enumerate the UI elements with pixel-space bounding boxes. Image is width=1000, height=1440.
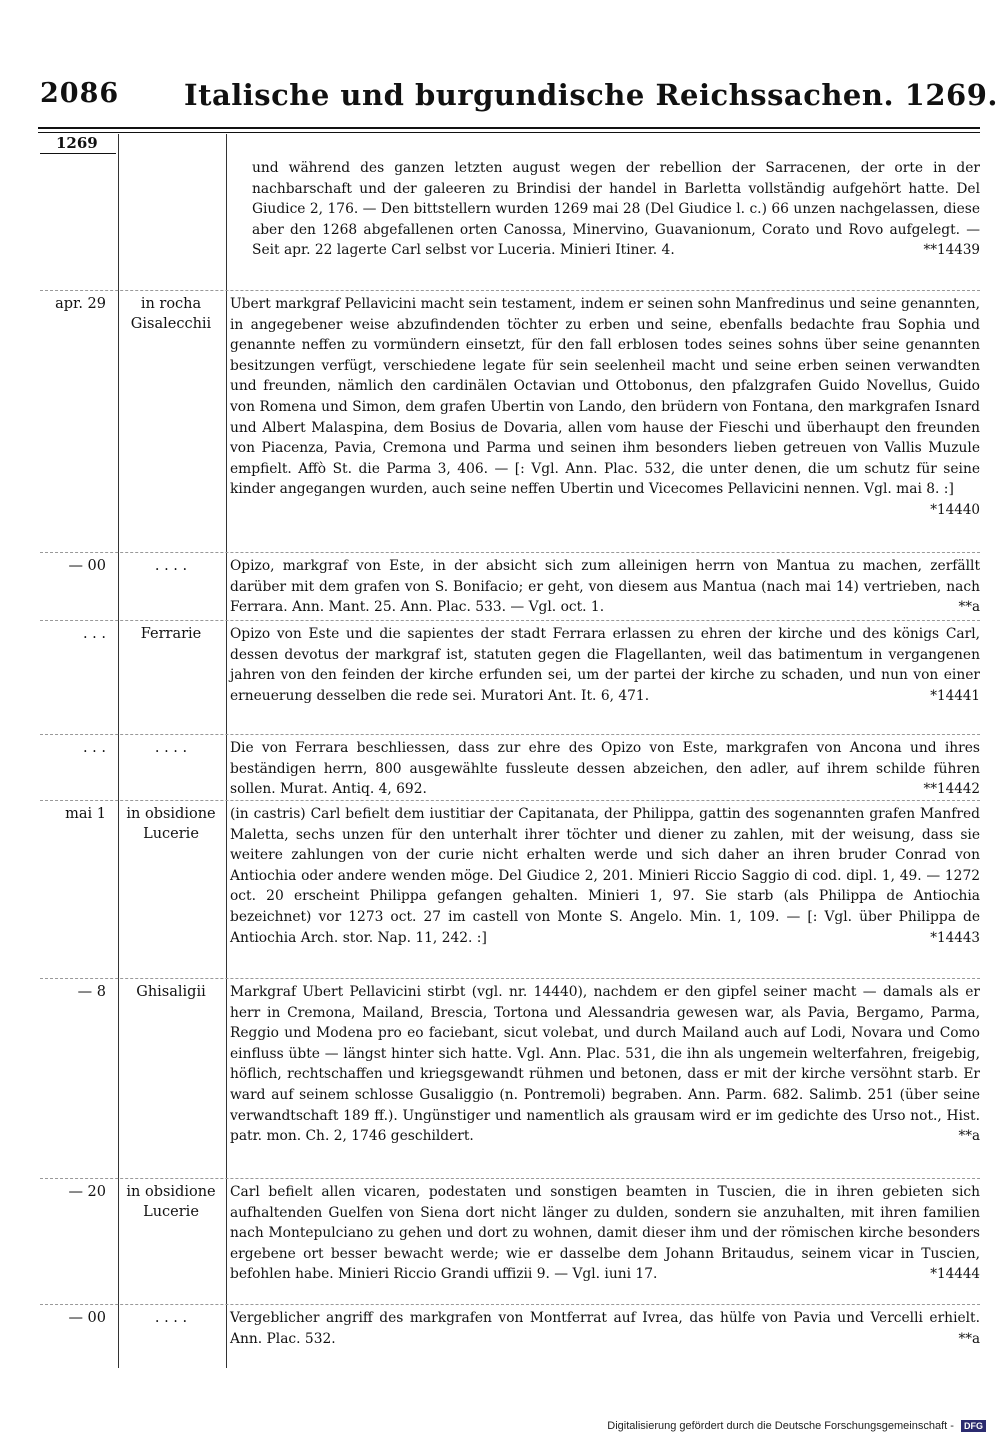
page-title: Italische und burgundische Reichssachen. 1269.	[184, 78, 998, 112]
entry-number: *14440	[930, 501, 980, 518]
entry-text: Carl befielt allen vicaren, podestaten und sonstigen beamten in Tuscien, die in ihren gebieten sich aufhaltenden Guelfen von Siena dort nicht länger zu dulden, sondern sie anzuhalten, mit ihren familien nach Montepulciano zu gehen und dort zu wohnen, damit dieser ihm und der römischen kirche besonders ergebene ort besser bewacht werde; wie er dasselbe dem Johann Britaudus, seinem vicar in Tuscien, befohlen habe. Minieri Riccio Grandi uffizii 9. — Vgl. iuni 17.	[230, 1184, 980, 1283]
entry-14444	[230, 1182, 980, 1285]
entry-14441	[230, 624, 980, 706]
row-separator	[40, 800, 980, 801]
year-label: 1269	[56, 134, 98, 152]
entry-number: **a	[958, 1330, 980, 1347]
entry-date: mai 1	[65, 806, 106, 822]
entry-place: Ferrarie	[140, 626, 202, 642]
dfg-logo-icon: DFG	[961, 1420, 986, 1432]
row-separator	[40, 978, 980, 979]
row-separator	[40, 734, 980, 735]
entry-place: . . . .	[154, 1310, 188, 1326]
header-rule-thin	[38, 132, 980, 133]
row-separator	[40, 1178, 980, 1179]
row-separator	[40, 620, 980, 621]
entry-number: *14444	[930, 1266, 980, 1283]
entry-14439	[230, 158, 980, 261]
entry-text: Markgraf Ubert Pellavicini stirbt (vgl. nr. 14440), nachdem er den gipfel seiner macht — damals als er herr in Cremona, Mailand, Brescia, Tortona und Alessandria gewesen war, als Pavia, Bergamo, Parma, Reggio und Modena pro eo faciebant, sicut volebat, und durch Mailand auch auf Lodi, Novara und Como einfluss übte — längst hinter sich hatte. Vgl. Ann. Plac. 531, die ihn als ungemein welterfahren, freigebig, höflich, rechtschaffen und kriegsgewandt rühmen und betonen, dass er mit der kirche versöhnt starb. Er ward auf seinem schlosse Gusaliggio (n. Pontremoli) begraben. Ann. Parm. 682. Salimb. 251 (über seine verwandtschaft 189 ff.). Ungünstiger und namentlich als grausam wird er im gedichte des Urso not., Hist. patr. mon. Ch. 2, 1746 geschildert.	[230, 984, 980, 1145]
footer-text: Digitalisierung gefördert durch die Deutsche Forschungsgemeinschaft -	[607, 1420, 954, 1432]
entry-date: — 00	[68, 1310, 106, 1326]
entry-number: *14443	[930, 929, 980, 946]
entry-date: — 20	[68, 1184, 106, 1200]
entry-montferrat	[230, 1308, 980, 1349]
entry-date: . . .	[82, 626, 106, 642]
page-header	[36, 78, 998, 118]
entry-place: Ghisaligii	[136, 984, 206, 1000]
header-rule	[38, 127, 980, 129]
footer-credit	[607, 1420, 986, 1432]
entry-date: — 8	[77, 984, 106, 1000]
year-rule	[40, 153, 116, 154]
entry-text: Opizo von Este und die sapientes der stadt Ferrara erlassen zu ehren der kirche und des königs Carl, dessen devotus der markgraf ist, statuten gegen die Flagellanten, weil das batimentum in vergangenen jahren von den feinden der kirche erfunden sei, um der partei der kirche zu schaden, und nun von einer erneuerung desselben die rede sei. Muratori Ant. It. 6, 471.	[230, 626, 980, 704]
entry-place: . . . .	[154, 558, 188, 574]
entry-text: Die von Ferrara beschliessen, dass zur ehre des Opizo von Este, markgrafen von Ancona und ihres beständigen herrn, 800 ausgewählte fussleute dessen abzeichen, den adler, auf ihrem schilde führen sollen. Murat. Antiq. 4, 692.	[230, 740, 980, 798]
entry-14443	[230, 804, 980, 948]
entry-opizo-mantua	[230, 556, 980, 618]
entry-number: **a	[958, 599, 980, 616]
entry-date: . . .	[82, 740, 106, 756]
row-separator	[40, 1304, 980, 1305]
row-separator	[40, 552, 980, 553]
entry-number: **a	[958, 1128, 980, 1145]
entry-place: . . . .	[154, 740, 188, 756]
page-number: 2086	[40, 78, 120, 109]
entry-number: **14439	[923, 242, 980, 259]
entry-place: in rocha Gisalecchii	[130, 296, 212, 332]
entry-place: in obsidione Lucerie	[126, 1184, 216, 1220]
row-separator	[40, 290, 980, 291]
entry-text: Opizo, markgraf von Este, in der absicht sich zum alleinigen herrn von Mantua zu machen, zerfällt darüber mit dem grafen von S. Bonifacio; er geht, von diesem aus Mantua (nach mai 14) vertrieben, nach Ferrara. Ann. Mant. 25. Ann. Plac. 533. — Vgl. oct. 1.	[230, 558, 980, 616]
entry-14440	[230, 294, 980, 521]
entry-date: — 00	[68, 558, 106, 574]
entry-14442	[230, 738, 980, 800]
entry-text: Vergeblicher angriff des markgrafen von Montferrat auf Ivrea, das hülfe von Pavia und Vercelli erhielt. Ann. Plac. 532.	[230, 1310, 980, 1347]
entry-text: (in castris) Carl befielt dem iustitiar der Capitanata, der Philippa, gattin des sogenannten grafen Manfred Maletta, sechs unzen für den unterhalt ihrer töchter und diener zu zahlen, mit der weisung, dass sie weitere zahlungen von der curie nicht erhalten werde und sich daher an ihren bruder Conrad von Antiochia oder andere wenden möge. Del Giudice 2, 201. Minieri Riccio Saggio di cod. dipl. 1, 49. — 1272 oct. 20 erscheint Philippa gefangen gehalten. Minieri 1, 97. Sie starb (als Philippa de Antiochia bezeichnet) vor 1273 oct. 27 im castell von Monte S. Angelo. Min. 1, 109. — [: Vgl. über Philippa de Antiochia Arch. stor. Nap. 11, 242. :]	[230, 806, 980, 946]
entry-number: *14441	[930, 687, 980, 704]
entry-text: Ubert markgraf Pellavicini macht sein testament, indem er seinen sohn Manfredinus und seine genannten, in angegebener weise abzufindenden töchter zu erben und seine, ebenfalls bedachte frau Sophia und genannte neffen zu vormündern einsetzt, für den fall erblosen todes seines sohns über seine genannten besitzungen verfügt, verschiedene legate für sein seelenheil macht und seine erben seinen verwandten und freunden, nämlich den cardinälen Octavian und Ottobonus, den pfalzgrafen Guido Novellus, Guido von Romena und Simon, dem grafen Ubertin von Lando, den brüdern von Fontana, den markgrafen Isnard und Albert Malaspina, dem Bosius de Dovaria, allen vom hause der Fieschi und überhaupt den freunden von Piacenza, Pavia, Cremona und Parma und seinen ihm besonders lieben getreuen von Vallis Muzule empfielt. Affò St. die Parma 3, 406. — [: Vgl. Ann. Plac. 532, die unter denen, die um schutz für seine kinder angegangen wurden, auch seine neffen Ubertin und Vicecomes Pellavicini nennen. Vgl. mai 8. :]	[230, 296, 980, 498]
entry-place: in obsidione Lucerie	[126, 806, 216, 842]
entry-number: **14442	[923, 781, 980, 798]
entry-text: und während des ganzen letzten august wegen der rebellion der Sarracenen, der orte in der nachbarschaft und der galeeren zu Brindisi der handel in Barletta vollständig aufgehört hatte. Del Giudice 2, 176. — Den bittstellern wurden 1269 mai 28 (Del Giudice l. c.) 66 unzen nachgelassen, diese aber den 1268 abgefallenen orten Canossa, Minervino, Guavanionum, Corato und Rovo aufgelegt. — Seit apr. 22 lagerte Carl selbst vor Luceria. Minieri Itiner. 4.	[252, 160, 980, 259]
column-divider-place	[226, 134, 227, 1368]
entry-date: apr. 29	[55, 296, 106, 312]
entry-pellavicini-death	[230, 982, 980, 1147]
